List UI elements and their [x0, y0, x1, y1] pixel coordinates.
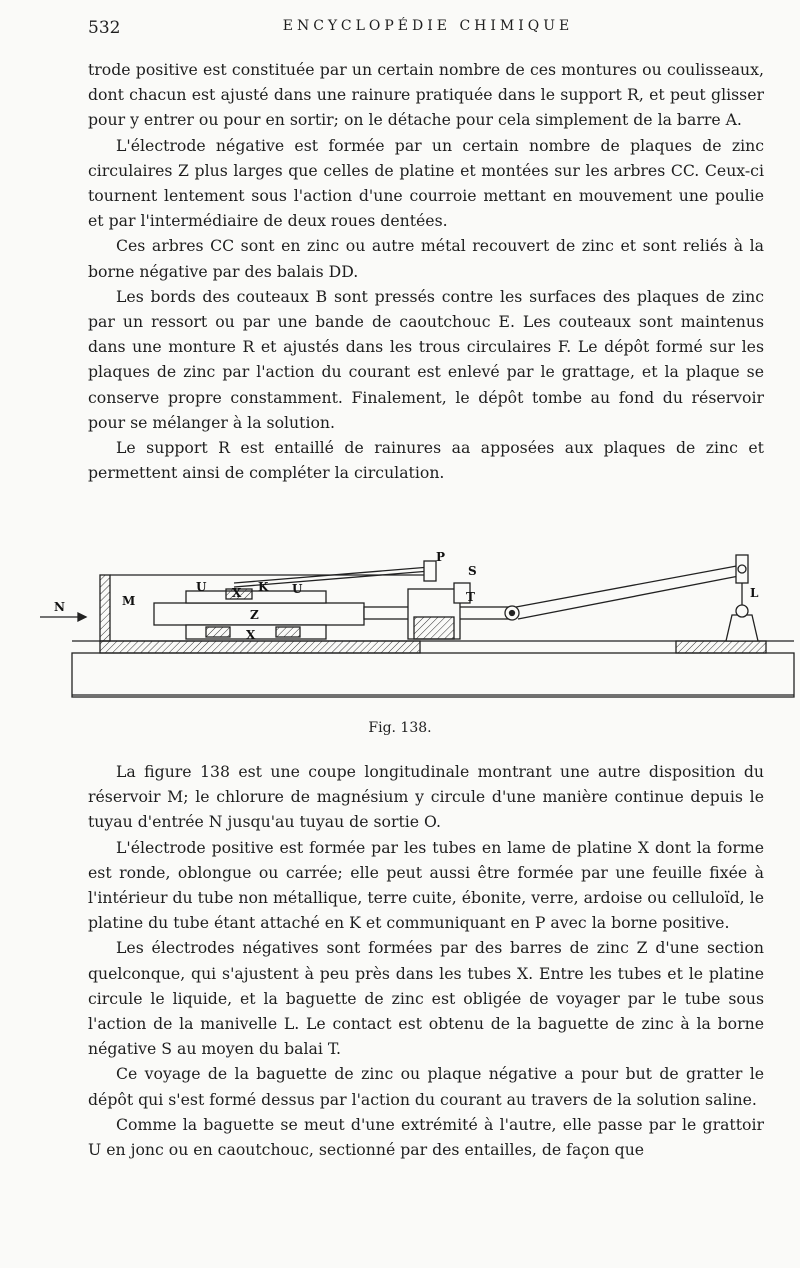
- label-S: S: [468, 564, 477, 578]
- label-T: T: [466, 590, 475, 604]
- paragraph: Les électrodes négatives sont formées par des barres de zinc Z d'une section quelconque, qui s'ajustent à peu près dans les tubes X. Entre les tubes et le platine circule le liquide, et la baguette de zinc est obligée de voyager par le tube sous l'action de la manivelle L. Le contact est obtenu de la baguette de zinc à la borne négative S au moyen du balai T.: [88, 938, 764, 1059]
- base-slab: [72, 653, 794, 697]
- paragraph: Ce voyage de la baguette de zinc ou plaque négative a pour but de gratter le dépôt qui s'est formé dessus par l'action du courant au travers de la solution saline.: [88, 1064, 764, 1109]
- running-title: ENCYCLOPÉDIE CHIMIQUE: [282, 18, 574, 34]
- page-header: [88, 18, 768, 44]
- paragraph: Le support R est entaillé de rainures aa apposées aux plaques de zinc et permettent ainsi de compléter la circulation.: [88, 438, 764, 483]
- label-N: N: [54, 600, 65, 614]
- figure-138-diagram: [36, 545, 800, 705]
- apparatus-drawing: [36, 545, 800, 705]
- top-text-block: [88, 57, 764, 485]
- figure-caption: Fig. 138.: [368, 720, 432, 736]
- paragraph: L'électrode négative est formée par un certain nombre de plaques de zinc circulaires Z plus larges que celles de platine et montées sur les arbres CC. Ceux-ci tournent lentement sous l'action d'une courroie mettant en mouvement une poulie et par l'intermédiaire de deux roues dentées.: [88, 135, 764, 231]
- crank-stand: [726, 615, 758, 641]
- paragraph: Ces arbres CC sont en zinc ou autre métal recouvert de zinc et sont reliés à la borne négative par des balais DD.: [88, 236, 764, 281]
- label-X-top: X: [232, 586, 242, 600]
- label-K: K: [258, 580, 269, 594]
- tank-floor-hatch: [100, 641, 420, 653]
- tank-wall: [100, 575, 110, 641]
- connecting-rod: [516, 565, 742, 607]
- platinum-tube-top: [186, 591, 326, 603]
- paragraph: L'électrode positive est formée par les tubes en lame de platine X dont la forme est ronde, oblongue ou carrée; elle peut aussi être formée par une feuille fixée à l'intérieur du tube non métallique, terre cuite, ébonite, verre, ardoise ou celluloïd, le platine du tube étant attaché en K et communiquant en P avec la borne positive.: [88, 837, 764, 933]
- zinc-rod: [154, 603, 364, 625]
- bottom-text-block: [88, 759, 764, 1162]
- paragraph: Les bords des couteaux B sont pressés contre les surfaces des plaques de zinc par un ressort ou par une bande de caoutchouc E. Les couteaux sont maintenus dans une monture R et ajustés dans les trous circulaires F. Le dépôt formé sur les plaques de zinc par l'action du courant est enlevé par le grattage, et la plaque se conserve propre constamment. Finalement, le dépôt tombe au fond du réservoir pour se mélanger à la solution.: [88, 286, 764, 432]
- label-U-right: U: [292, 582, 303, 596]
- paragraph: La figure 138 est une coupe longitudinale montrant une autre disposition du réservoir M; le chlorure de magnésium y circule d'une manière continue depuis le tuyau d'entrée N jusqu'au tuyau de sortie O.: [88, 762, 764, 832]
- label-L: L: [750, 586, 759, 600]
- label-X-bottom: X: [246, 628, 256, 642]
- paragraph: Comme la baguette se meut d'une extrémité à l'autre, elle passe par le grattoir U en jonc ou en caoutchouc, sectionné par des entailles, de façon que: [88, 1114, 764, 1160]
- label-M: M: [122, 594, 136, 608]
- paragraph: trode positive est constituée par un certain nombre de ces montures ou coulisseaux, dont chacun est ajusté dans une rainure pratiquée dans le support R, et peut glisser pour y entrer ou pour en sortir; on le détache pour cela simplement de la barre A.: [88, 60, 764, 130]
- label-Z: Z: [250, 608, 259, 622]
- page-number: 532: [88, 18, 121, 38]
- label-U-left: U: [196, 580, 207, 594]
- label-P: P: [436, 550, 446, 564]
